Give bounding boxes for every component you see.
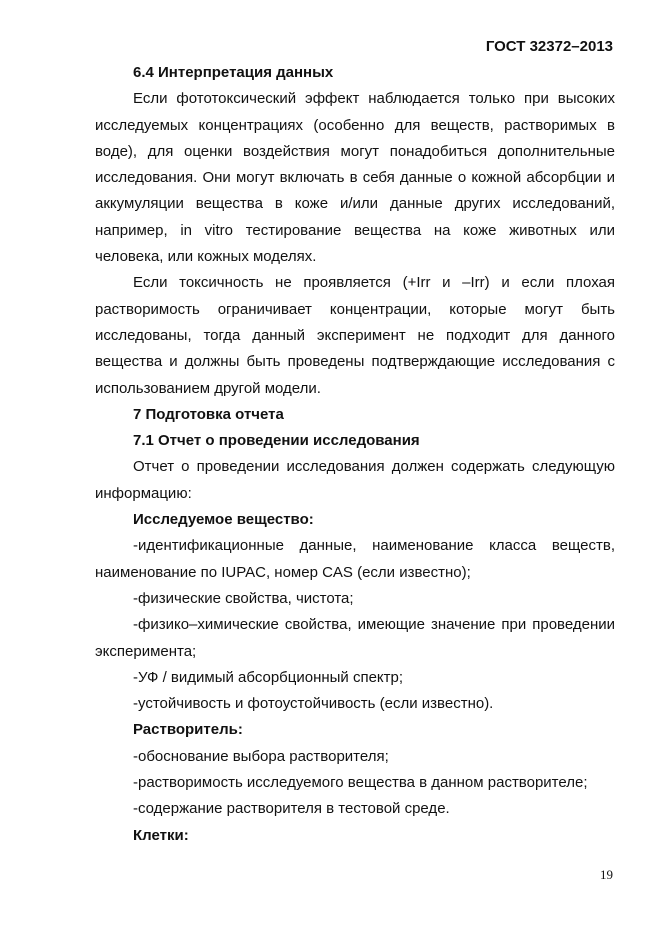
subheading-solvent: Растворитель: <box>133 721 243 739</box>
paragraph: Если фототоксический эффект наблюдается только при высоких исследуемых концентрациях (особенно для веществ, растворимых в воде), для оценки воздействия могут понадобиться дополнительные исследования. Они могут включать в себя данные о кожной абсорбции и аккумуляции вещества в коже и/или данные других исследований, например, in vitro тестирование вещества на коже животных или человека, или кожных моделях. <box>95 90 615 266</box>
section-heading-7: 7 Подготовка отчета <box>133 405 284 423</box>
subheading-test-substance: Исследуемое вещество: <box>133 511 314 529</box>
list-item: -физико–химические свойства, имеющие значение при проведении эксперимента; <box>95 616 615 660</box>
page-number: 19 <box>600 867 613 882</box>
paragraph: Отчет о проведении исследования должен содержать следующую информацию: <box>95 458 615 502</box>
document-body <box>95 60 615 849</box>
list-item: -УФ / видимый абсорбционный спектр; <box>133 668 404 686</box>
list-item: -растворимость исследуемого вещества в данном растворителе; <box>133 774 588 792</box>
subheading-cells: Клетки: <box>133 826 189 844</box>
list-item: -физические свойства, чистота; <box>133 589 354 607</box>
list-item: -устойчивость и фотоустойчивость (если известно). <box>133 695 494 713</box>
list-item: -идентификационные данные, наименование класса веществ, наименование по IUPAC, номер CAS (если известно); <box>95 537 615 581</box>
paragraph: Если токсичность не проявляется (+Irr и –Irr) и если плохая растворимость ограничивает концентрации, которые могут быть исследованы, тогда данный эксперимент не подходит для данного вещества и должны быть проведены подтверждающие исследования с использованием другой модели. <box>95 274 615 397</box>
list-item: -обоснование выбора растворителя; <box>133 747 389 765</box>
section-heading-6-4: 6.4 Интерпретация данных <box>133 64 334 81</box>
section-heading-7-1: 7.1 Отчет о проведении исследования <box>133 432 420 450</box>
document-header: ГОСТ 32372–2013 <box>485 38 613 55</box>
list-item: -содержание растворителя в тестовой среде. <box>133 800 450 818</box>
